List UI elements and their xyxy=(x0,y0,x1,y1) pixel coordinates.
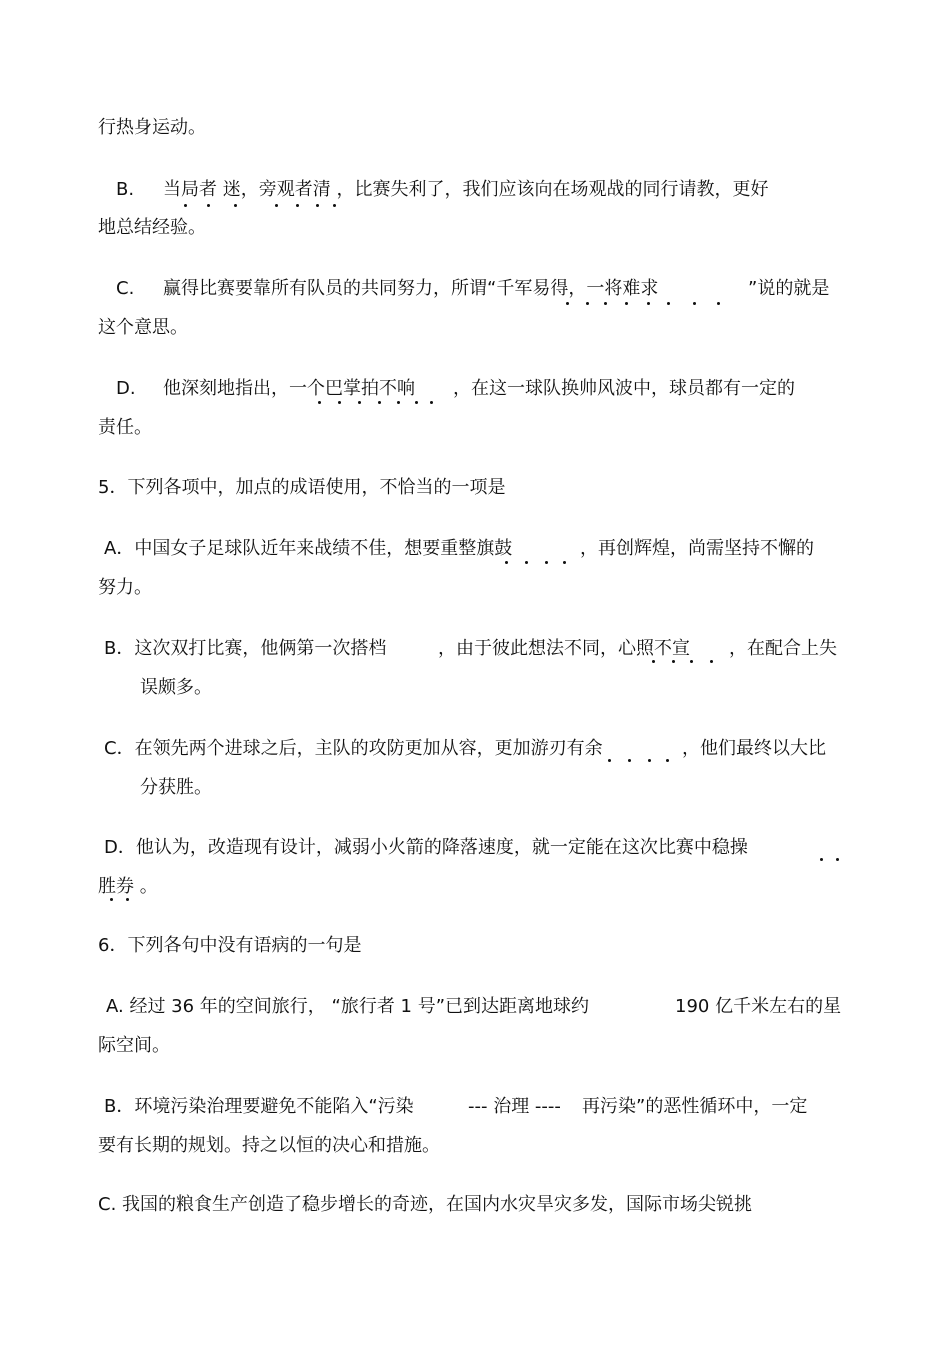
text-line: C．在领先两个进球之后，主队的攻防更加从容，更加游刃有余 xyxy=(104,738,603,759)
option-label: D. xyxy=(116,378,136,399)
text-line: 当局者 迷，旁观者清 ，比赛失利了，我们应该向在场观战的同行请教，更好 xyxy=(163,179,769,200)
text-line: ，在这一球队换帅风波中，球员都有一定的 xyxy=(453,378,795,399)
text-line: 这个意思。 xyxy=(98,317,188,338)
text-line: 分获胜。 xyxy=(140,777,212,798)
option-label: B. xyxy=(116,179,135,200)
text-line: ，再创辉煌，尚需坚持不懈的 xyxy=(580,538,814,559)
text-line: 际空间。 xyxy=(98,1035,170,1056)
text-line: ，他们最终以大比 xyxy=(682,738,826,759)
text-line: 要有长期的规划。持之以恒的决心和措施。 xyxy=(98,1135,440,1156)
text-line: ，由于彼此想法不同，心照不宣 xyxy=(438,638,690,659)
text-line: 努力。 xyxy=(98,577,152,598)
text-line: 行热身运动。 xyxy=(98,117,206,138)
text-line: ，在配合上失 xyxy=(729,638,837,659)
text-line: 190 亿千米左右的星 xyxy=(675,996,842,1017)
text-line: 胜券 。 xyxy=(98,876,158,897)
text-line: D．他认为，改造现有设计，减弱小火箭的降落速度，就一定能在这次比赛中稳操 xyxy=(104,837,748,858)
text-line: 责任。 xyxy=(98,417,152,438)
question-title: 6．下列各句中没有语病的一句是 xyxy=(98,935,362,956)
text-line: 误颇多。 xyxy=(140,677,212,698)
text-line: A．中国女子足球队近年来战绩不佳，想要重整旗鼓 xyxy=(104,538,513,559)
text-line: 他深刻地指出，一个巴掌拍不响 xyxy=(163,378,415,399)
text-line: ”说的就是 xyxy=(748,278,830,299)
text-line: 赢得比赛要靠所有队员的共同努力，所谓“千军易得，一将难求 xyxy=(163,278,659,299)
text-line: B．环境污染治理要避免不能陷入“污染 xyxy=(104,1096,414,1117)
question-title: 5．下列各项中，加点的成语使用，不恰当的一项是 xyxy=(98,477,506,498)
text-line: 再污染”的恶性循环中，一定 xyxy=(582,1096,808,1117)
text-line: A. 经过 36 年的空间旅行， “旅行者 1 号”已到达距离地球约 xyxy=(106,996,590,1017)
option-label: C. xyxy=(116,278,135,299)
text-line: 地总结经验。 xyxy=(98,217,206,238)
text-line: B．这次双打比赛，他俩第一次搭档 xyxy=(104,638,387,659)
text-line: C. 我国的粮食生产创造了稳步增长的奇迹，在国内水灾旱灾多发，国际市场尖锐挑 xyxy=(98,1194,753,1215)
text-line: --- 治理 ---- xyxy=(468,1096,561,1117)
